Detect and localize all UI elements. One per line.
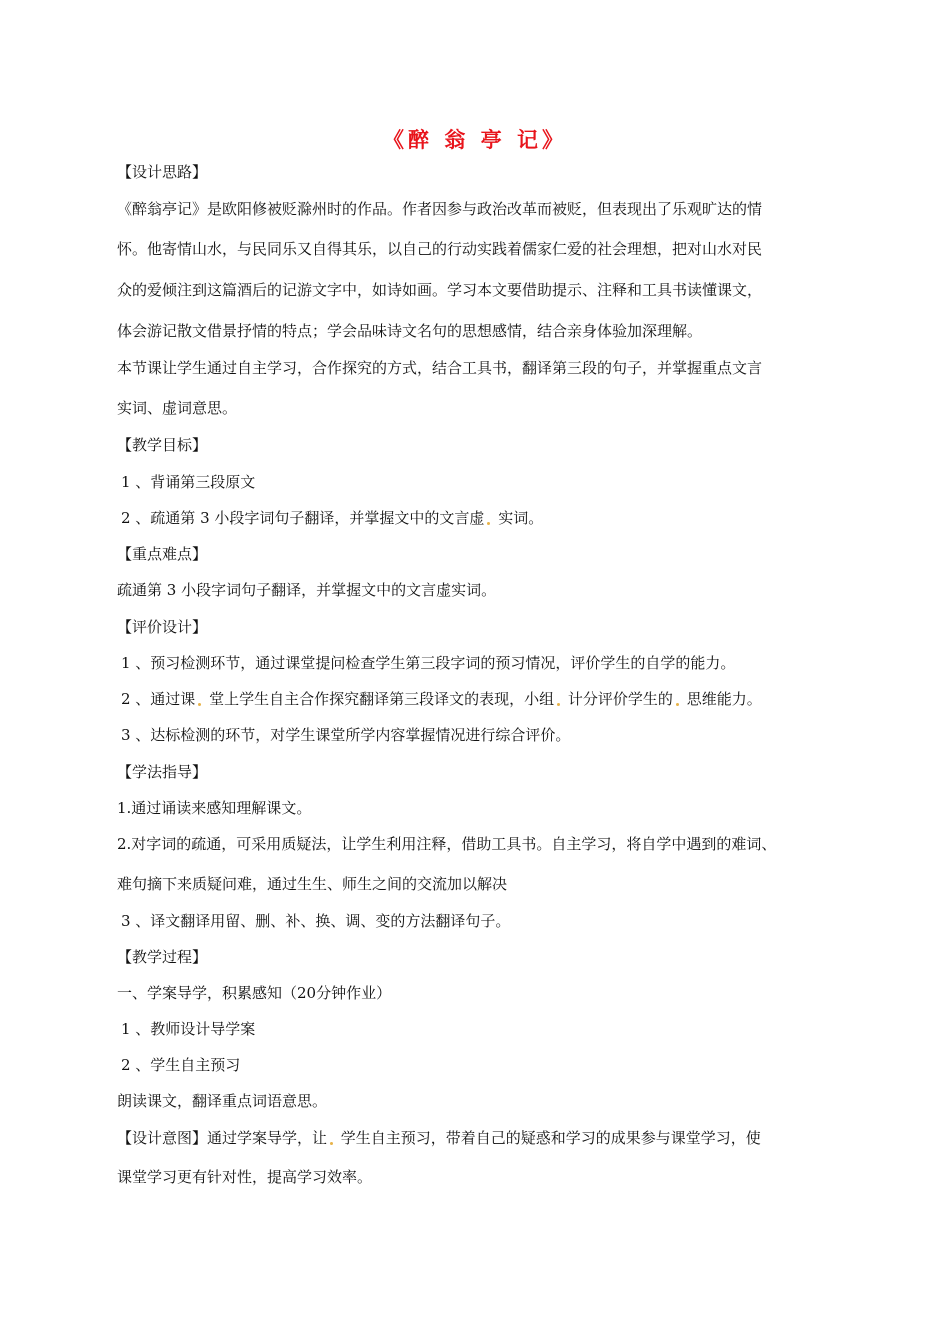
design-intent (117, 1128, 847, 1148)
evaluation-item-2-part: 2 、通过课 (121, 690, 196, 708)
mark-dot (556, 698, 561, 704)
goal-item-1: 1 、背诵第三段原文 (121, 473, 256, 491)
mark-dot (197, 698, 202, 704)
heading-goals: 【教学目标】 (117, 436, 208, 454)
evaluation-item-3: 3 、达标检测的环节，对学生课堂所学内容掌握情况进行综合评价。 (121, 726, 571, 744)
paragraph-line: 实词、虚词意思。 (117, 399, 238, 417)
process-sub-1: 1 、教师设计导学案 (121, 1020, 256, 1038)
paragraph-line: 怀。他寄情山水，与民同乐又自得其乐，以自己的行动实践着儒家仁爱的社会理想，把对山水对民 (117, 240, 763, 258)
evaluation-item-2-part: 思维能力。 (686, 690, 762, 708)
design-intent-part: 学生自主预习，带着自己的疑惑和学习的成果参与课堂学习，使 (340, 1129, 761, 1147)
heading-method: 【学法指导】 (117, 763, 208, 781)
paragraph-line: 众的爱倾注到这篇酒后的记游文字中，如诗如画。学习本文要借助提示、注释和工具书读懂课文， (117, 281, 763, 299)
heading-process: 【教学过程】 (117, 948, 208, 966)
process-sub-2: 2 、学生自主预习 (121, 1056, 241, 1074)
goal-item-2-text: 2 、疏通第 3 小段字词句子翻译，并掌握文中的文言虚 (121, 509, 485, 527)
heading-evaluation: 【评价设计】 (117, 618, 208, 636)
mark-dot (486, 517, 491, 523)
goal-item-2 (121, 508, 851, 528)
mark-dot (329, 1137, 334, 1143)
mark-dot (675, 698, 680, 704)
process-text: 朗读课文，翻译重点词语意思。 (117, 1092, 328, 1110)
heading-key-points: 【重点难点】 (117, 545, 208, 563)
method-item-2-cont: 难句摘下来质疑问难，通过生生、师生之间的交流加以解决 (117, 875, 508, 893)
heading-design-idea: 【设计思路】 (117, 163, 208, 181)
paragraph-line: 《醉翁亭记》是欧阳修被贬滁州时的作品。作者因参与政治改革而被贬，但表现出了乐观旷达的情 (117, 200, 763, 218)
paragraph-line: 本节课让学生通过自主学习，合作探究的方式，结合工具书，翻译第三段的句子，并掌握重点文言 (117, 359, 763, 377)
method-item-3: 3 、译文翻译用留、删、补、换、调、变的方法翻译句子。 (121, 912, 511, 930)
evaluation-item-2-part: 计分评价学生的 (567, 690, 673, 708)
design-intent-cont: 课堂学习更有针对性，提高学习效率。 (117, 1168, 373, 1186)
goal-item-2-text-end: 实词。 (498, 509, 544, 527)
process-step-1: 一、学案导学，积累感知（20分钟作业） (117, 984, 392, 1002)
evaluation-item-2-part: 堂上学生自主合作探究翻译第三段译文的表现，小组 (209, 690, 555, 708)
paragraph-line: 体会游记散文借景抒情的特点；学会品味诗文名句的思想感情，结合亲身体验加深理解。 (117, 322, 703, 340)
key-points-text: 疏通第 3 小段字词句子翻译，并掌握文中的文言虚实词。 (117, 581, 497, 599)
evaluation-item-1: 1 、预习检测环节，通过课堂提问检查学生第三段字词的预习情况，评价学生的自学的能力。 (121, 654, 736, 672)
design-intent-part: 【设计意图】通过学案导学，让 (117, 1129, 328, 1147)
method-item-1: 1.通过诵读来感知理解课文。 (117, 799, 312, 817)
evaluation-item-2 (121, 689, 851, 709)
document-title: 《醉 翁 亭 记》 (383, 128, 567, 152)
method-item-2: 2.对字词的疏通，可采用质疑法，让学生利用注释，借助工具书。自主学习，将自学中遇到的难词、 (117, 835, 777, 853)
